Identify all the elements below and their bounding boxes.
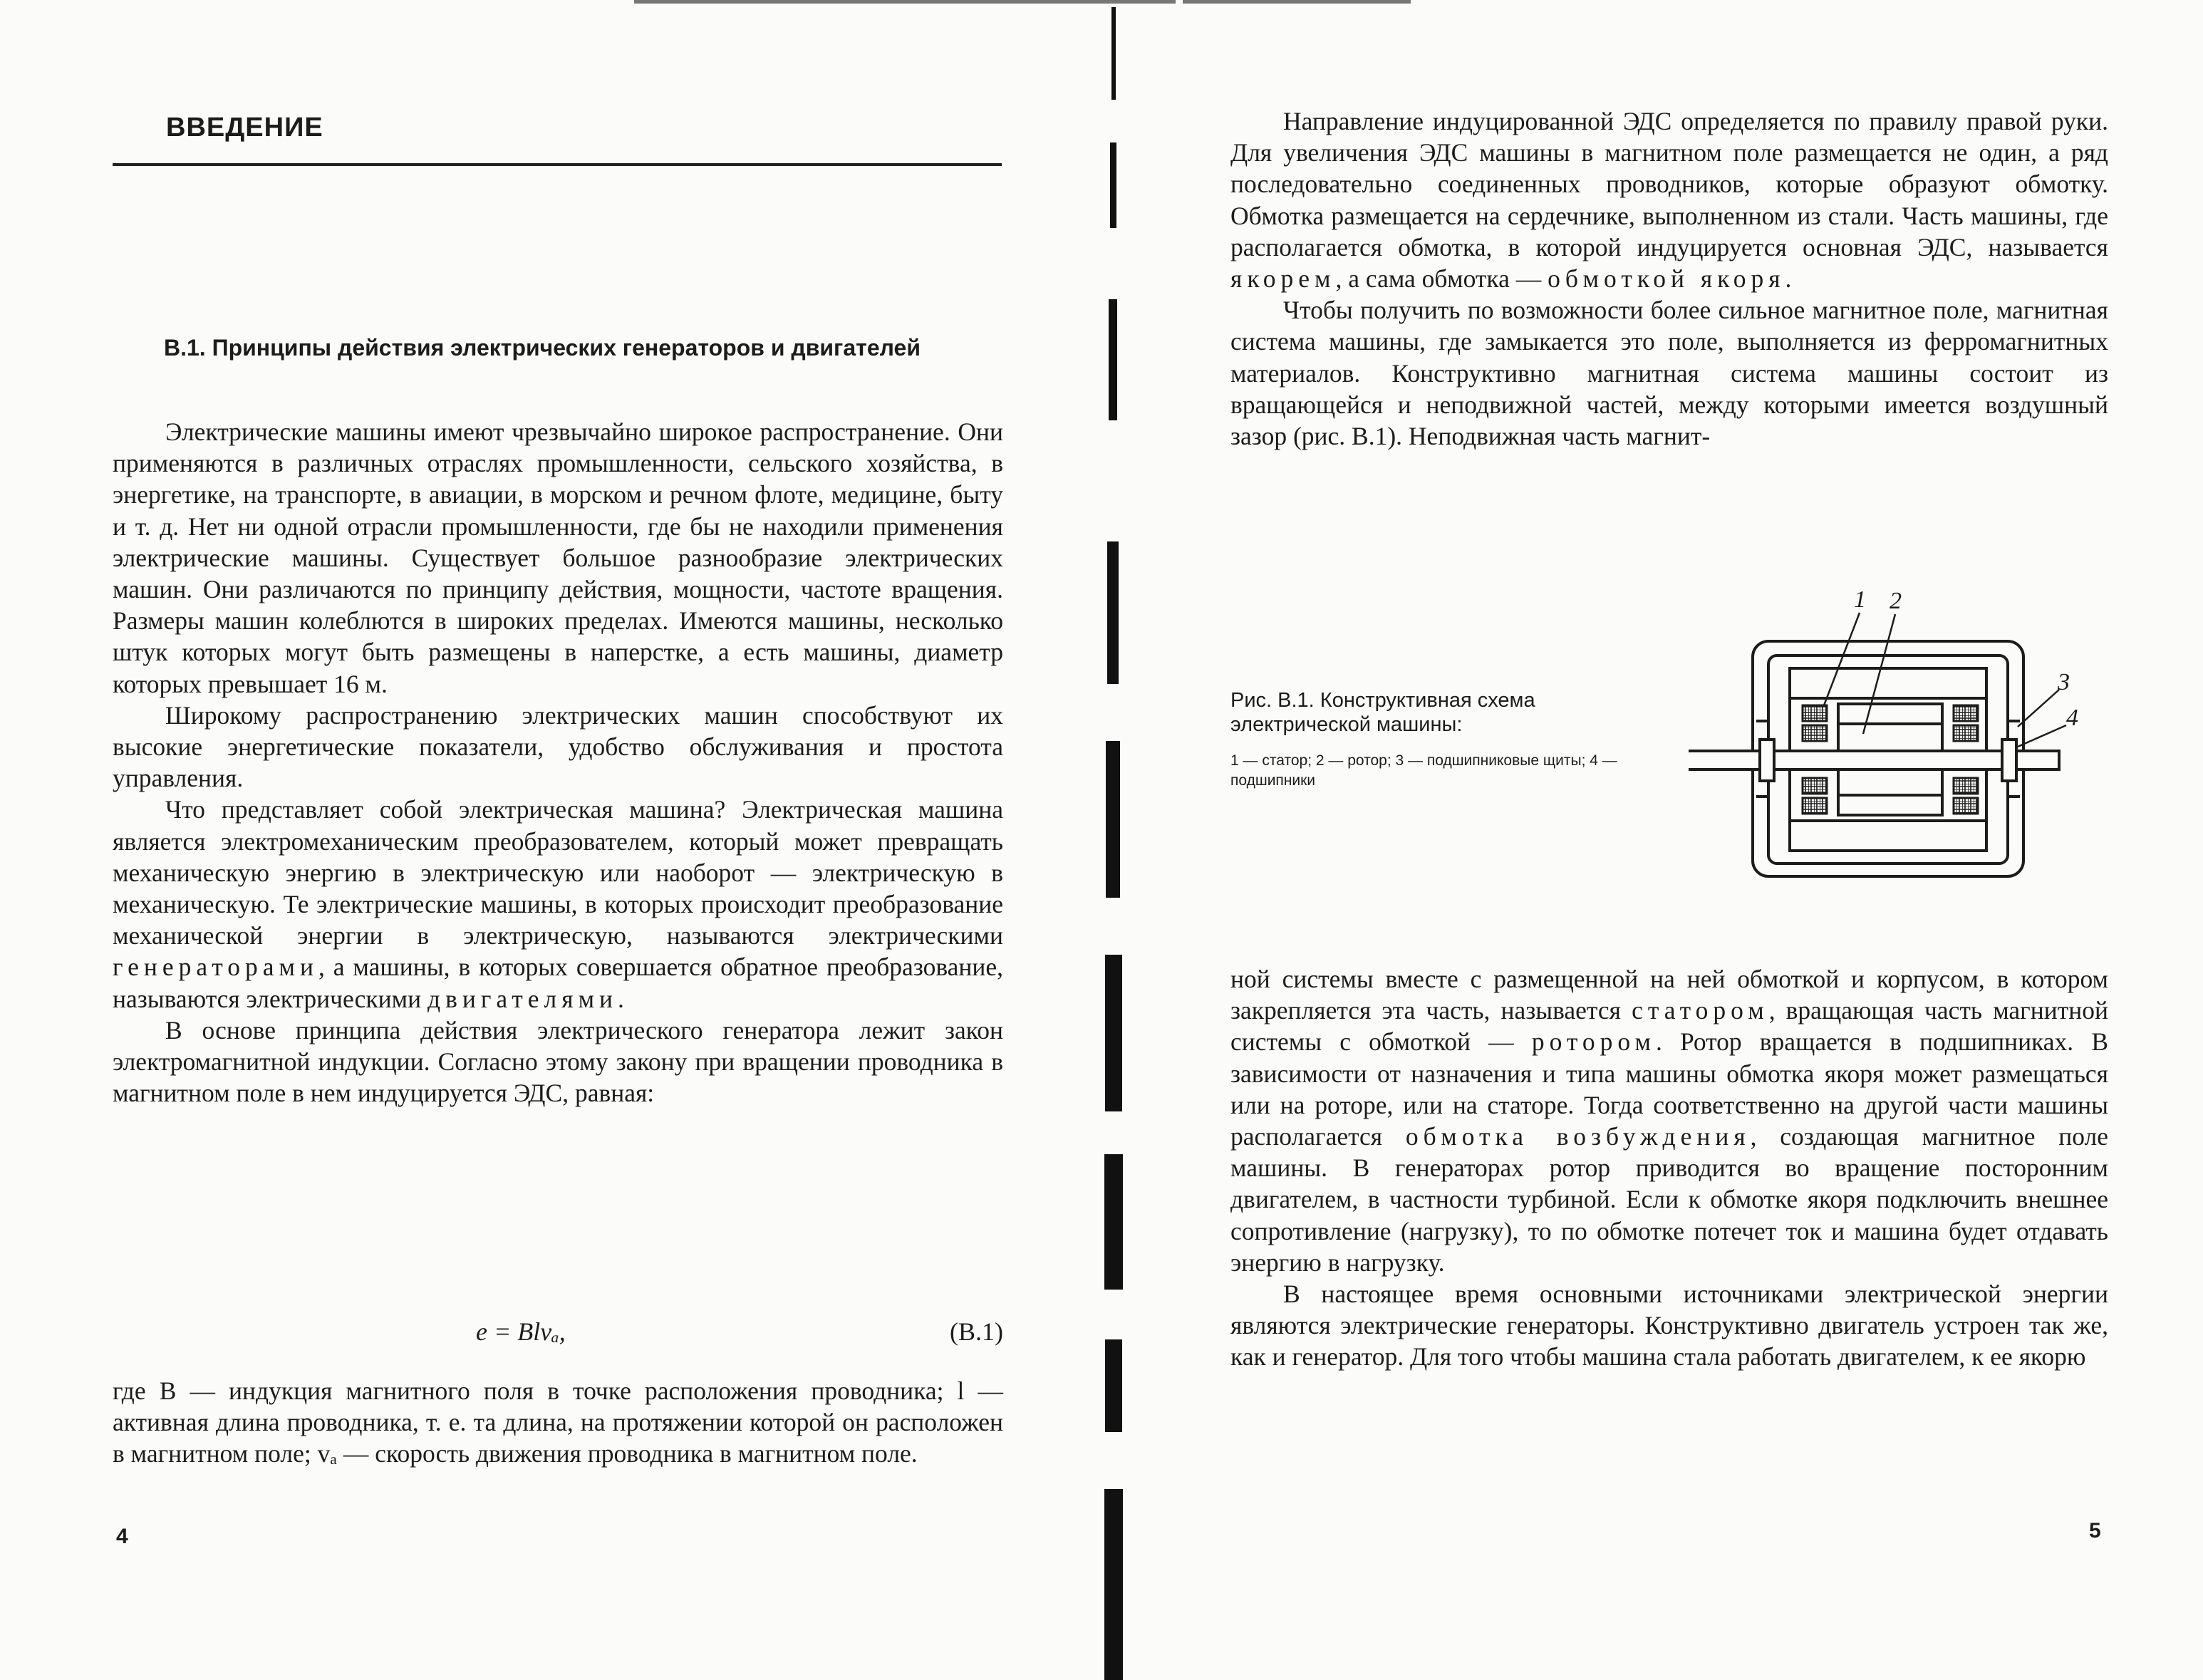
- paragraph-r1: Направление индуцированной ЭДС определяется по правилу правой руки. Для увеличения ЭДС машины в магнитном поле размещается не один, а ряд последовательно соединенных проводников, которые образуют обмотку. Обмотка размещается на сердечнике, выполненном из стали. Часть машины, где располагается обмотка, в которой индуцируется основная ЭДС, называется якорем, а сама обмотка — обмоткой якоря.: [1230, 107, 2108, 294]
- right-body-text-top: [1230, 105, 2108, 452]
- paragraph-2: Широкому распространению электрических машин способствуют их высокие энергетические показатели, удобство обслуживания и простота управления.: [113, 700, 1003, 793]
- left-body-text: [113, 416, 1003, 1109]
- chapter-title: ВВЕДЕНИЕ: [166, 113, 323, 142]
- paragraph-r4: В настоящее время основными источниками электрической энергии являются электрические генераторы. Конструктивно двигатель устроен так же, как и генератор. Для того чтобы машина стала работать двигателем, к ее якорю: [1230, 1280, 2108, 1372]
- paragraph-4: В основе принципа действия электрического генератора лежит закон электромагнитной индукции. Согласно этому закону при вращении проводника в магнитном поле в нем индуцируется ЭДС, равная:: [113, 1015, 1003, 1108]
- formula-expression: e = Blvₐ,: [476, 1317, 566, 1346]
- winding-top-right: [1954, 705, 1978, 721]
- paragraph-3: Что представляет собой электрическая машина? Электрическая машина является электромеханическим преобразователем, который может превращать механическую энергию в электрическую или наоборот — электрическую в механическую. Те электрические машины, в которых происходит преобразование механической энергии в электрическую, называются электрическими генераторами, а машины, в которых совершается обратное преобразование, называются электрическими двигателями.: [113, 795, 1003, 1013]
- paragraph-r2: Чтобы получить по возможности более сильное магнитное поле, магнитная система машины, где замыкается это поле, выполняется из ферромагнитных материалов. Конструктивно магнитная система машины состоит из вращающейся и неподвижной частей, между которыми имеется воздушный зазор (рис. В.1). Неподвижная часть магнит-: [1230, 296, 2108, 451]
- callout-4: 4: [2066, 705, 2078, 731]
- paragraph-1: Электрические машины имеют чрезвычайно широкое распространение. Они применяются в различных отраслях промышленности, сельского хозяйства, в энергетике, на транспорте, в авиации, в морском и речном флоте, медицине, быту и т. д. Нет ни одной отрасли промышленности, где бы не находили применения электрические машины. Существует большое разнообразие электрических машин. Они различаются по принципу действия, мощности, частоте вращения. Размеры машин колеблются в широких пределах. Имеются машины, несколько штук которых могут быть размещены в наперстке, а есть машины, диаметр которых превышает 16 м.: [113, 418, 1003, 698]
- winding-top-right-2: [1954, 725, 1978, 741]
- callout-1: 1: [1854, 586, 1866, 613]
- where-text-block: [113, 1375, 1003, 1470]
- term-generators: генераторами: [113, 953, 318, 982]
- paragraph-r3: ной системы вместе с размещенной на ней обмоткой и корпусом, в котором закрепляется эта часть, называется статором, вращающая часть магнитной системы с обмоткой — ротором. Ротор вращается в подшипниках. В зависимости от назначения и типа машины обмотка якоря может размещаться или на роторе, или на статоре. Тогда соответственно на другой части машины располагается обмотка возбуждения, создающая магнитное поле машины. В генераторах ротор приводится во вращение посторонним двигателем, в частности турбиной. Если к обмотке якоря подключить внешнее сопротивление (нагрузку), то по обмотке потечет ток и машина будет отдавать энергию в нагрузку.: [1230, 965, 2109, 1277]
- page-number-left: 4: [116, 1525, 128, 1548]
- bearing-right: [2002, 740, 2016, 781]
- right-body-text-bottom: [1230, 963, 2108, 1373]
- chapter-rule: [113, 163, 1002, 166]
- winding-bottom-right-2: [1954, 798, 1978, 814]
- callout-2: 2: [1890, 588, 1902, 614]
- figure-caption: Рис. В.1. Конструктивная схема электрической машины:: [1230, 689, 1535, 736]
- term-rotor: ротором: [1531, 1027, 1656, 1057]
- winding-bottom-left-2: [1803, 798, 1827, 814]
- term-motors: двигателями: [427, 984, 618, 1013]
- section-title: В.1. Принципы действия электрических генераторов и двигателей: [164, 335, 921, 361]
- term-armature-winding: обмоткой якоря: [1548, 264, 1785, 294]
- bearing-left: [1760, 740, 1774, 781]
- where-paragraph: где B — индукция магнитного поля в точке расположения проводника; l — активная длина проводника, т. е. та длина, на протяжении которой он расположен в магнитном поле; vₐ — скорость движения проводника в магнитном поле.: [113, 1376, 1003, 1468]
- callout-3: 3: [2058, 669, 2070, 695]
- formula-number: (В.1): [950, 1317, 1003, 1346]
- page-number-right: 5: [2089, 1519, 2101, 1542]
- winding-bottom-left: [1803, 778, 1827, 794]
- machine-diagram: [1689, 584, 2088, 891]
- left-page: [0, 0, 1097, 1680]
- term-field-winding: обмотка возбуждения: [1405, 1122, 1751, 1151]
- term-stator: статором: [1632, 996, 1769, 1025]
- winding-top-left-2: [1803, 725, 1827, 741]
- formula-b1: [113, 1317, 1003, 1352]
- winding-bottom-right: [1954, 778, 1978, 794]
- term-armature: якорем: [1230, 264, 1336, 294]
- winding-top-left: [1803, 705, 1827, 721]
- figure-legend: 1 — статор; 2 — ротор; 3 — подшипниковые щиты; 4 — подшипники: [1230, 752, 1617, 789]
